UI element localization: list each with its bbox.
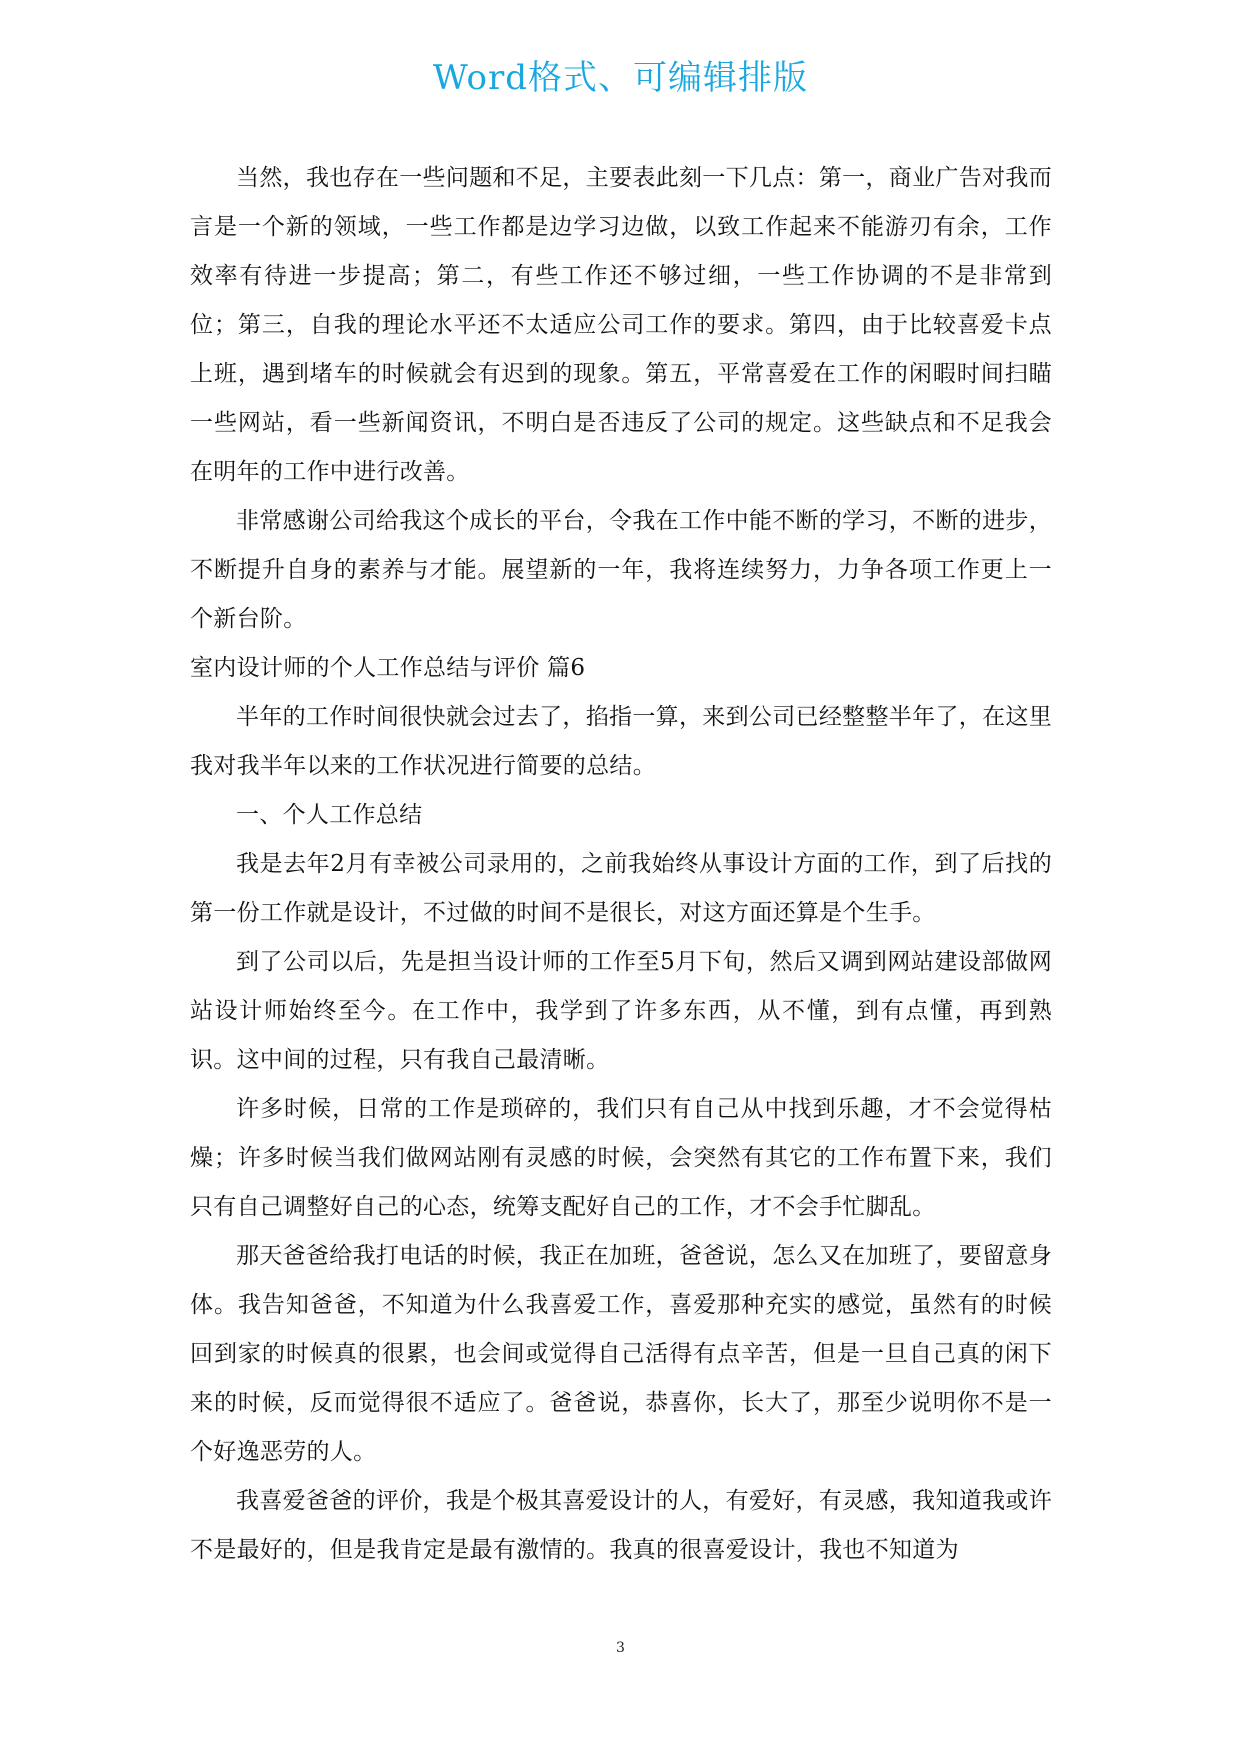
section-heading: 室内设计师的个人工作总结与评价 篇6 xyxy=(190,655,586,681)
paragraph: 当然，我也存在一些问题和不足，主要表此刻一下几点：第一，商业广告对我而言是一个新的领域，一些工作都是边学习边做，以致工作起来不能游刃有余，工作效率有待进一步提高；第二，有些工作还不够过细，一些工作协调的不是非常到位；第三，自我的理论水平还不太适应公司工作的要求。第四，由于比较喜爱卡点上班，遇到堵车的时候就会有迟到的现象。第五，平常喜爱在工作的闲暇时间扫瞄一些网站，看一些新闻资讯，不明白是否违反了公司的规定。这些缺点和不足我会在明年的工作中进行改善。 xyxy=(190,165,1052,485)
document-body xyxy=(190,154,1052,1575)
paragraph: 半年的工作时间很快就会过去了，掐指一算，来到公司已经整整半年了，在这里我对我半年以来的工作状况进行简要的总结。 xyxy=(190,704,1052,779)
paragraph: 那天爸爸给我打电话的时候，我正在加班，爸爸说，怎么又在加班了，要留意身体。我告知爸爸，不知道为什么我喜爱工作，喜爱那种充实的感觉，虽然有的时候回到家的时候真的很累，也会间或觉得自己活得有点辛苦，但是一旦自己真的闲下来的时候，反而觉得很不适应了。爸爸说，恭喜你，长大了，那至少说明你不是一个好逸恶劳的人。 xyxy=(190,1243,1052,1465)
paragraph: 我是去年2月有幸被公司录用的，之前我始终从事设计方面的工作，到了后找的第一份工作就是设计，不过做的时间不是很长，对这方面还算是个生手。 xyxy=(190,851,1052,926)
paragraph: 到了公司以后，先是担当设计师的工作至5月下旬，然后又调到网站建设部做网站设计师始终至今。在工作中，我学到了许多东西，从不懂，到有点懂，再到熟识。这中间的过程，只有我自己最清晰。 xyxy=(190,949,1052,1073)
page-header-title: Word格式、可编辑排版 xyxy=(432,58,809,98)
paragraph: 非常感谢公司给我这个成长的平台，令我在工作中能不断的学习，不断的进步，不断提升自身的素养与才能。展望新的一年，我将连续努力，力争各项工作更上一个新台阶。 xyxy=(190,508,1052,632)
paragraph: 许多时候，日常的工作是琐碎的，我们只有自己从中找到乐趣，才不会觉得枯燥；许多时候当我们做网站刚有灵感的时候，会突然有其它的工作布置下来，我们只有自己调整好自己的心态，统筹支配好自己的工作，才不会手忙脚乱。 xyxy=(190,1096,1052,1220)
subsection-heading: 一、个人工作总结 xyxy=(236,802,423,828)
paragraph: 我喜爱爸爸的评价，我是个极其喜爱设计的人，有爱好，有灵感，我知道我或许不是最好的，但是我肯定是最有激情的。我真的很喜爱设计，我也不知道为 xyxy=(190,1488,1052,1563)
page-number: 3 xyxy=(616,1640,625,1656)
